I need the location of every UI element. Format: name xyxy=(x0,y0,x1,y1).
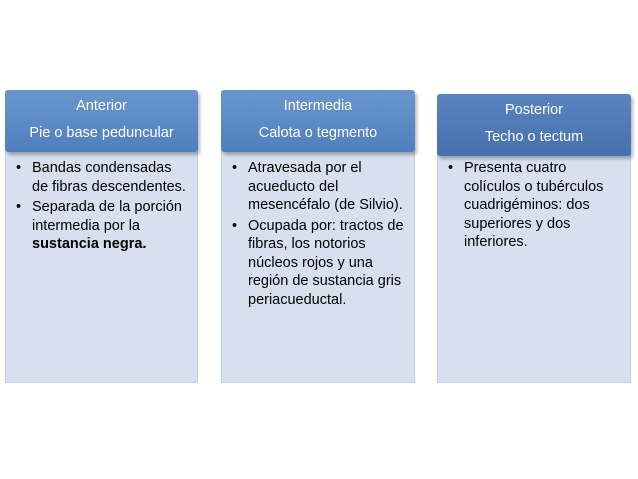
bullet-list xyxy=(222,151,414,309)
column-subtitle: Calota o tegmento xyxy=(258,125,378,141)
bullet-icon: • xyxy=(448,160,454,176)
bullet-text: Atravesada por el acueducto del mesencéfalo (de Silvio). xyxy=(248,160,403,213)
column-anterior xyxy=(5,0,198,252)
list-item xyxy=(232,159,408,215)
bullet-list xyxy=(438,151,630,252)
bullet-icon: • xyxy=(232,217,238,234)
column-header xyxy=(221,90,415,152)
list-item xyxy=(16,198,191,254)
bullet-text: Ocupada por: tractos de fibras, los notorios núcleos rojos y una región de sustancia gris periacueductal. xyxy=(248,217,404,308)
bullet-bold-text: sustancia negra. xyxy=(32,236,147,252)
column-header xyxy=(5,90,198,152)
bullet-icon: • xyxy=(16,160,22,176)
column-title: Posterior xyxy=(504,102,564,118)
column-body xyxy=(437,150,631,383)
column-body xyxy=(5,150,198,383)
bullet-text: Presenta cuatro colículos o tubérculos cuadrigéminos: dos superiores y dos inferiores. xyxy=(464,160,604,250)
list-item xyxy=(16,159,191,196)
bullet-icon: • xyxy=(16,199,22,215)
column-posterior xyxy=(437,0,631,250)
bullet-list xyxy=(6,151,197,254)
list-item xyxy=(448,159,624,252)
bullet-icon: • xyxy=(232,160,238,176)
column-title: Anterior xyxy=(76,98,127,114)
column-intermedia xyxy=(221,0,415,308)
bullet-text: Bandas condensadas de fibras descendentes. xyxy=(32,160,186,195)
column-subtitle: Techo o tectum xyxy=(484,129,584,145)
column-subtitle: Pie o base peduncular xyxy=(29,125,174,141)
column-title: Intermedia xyxy=(283,98,353,114)
column-body xyxy=(221,150,415,383)
bullet-text: Separada de la porción intermedia por la xyxy=(32,199,182,234)
list-item xyxy=(232,217,408,310)
column-header xyxy=(437,94,631,156)
